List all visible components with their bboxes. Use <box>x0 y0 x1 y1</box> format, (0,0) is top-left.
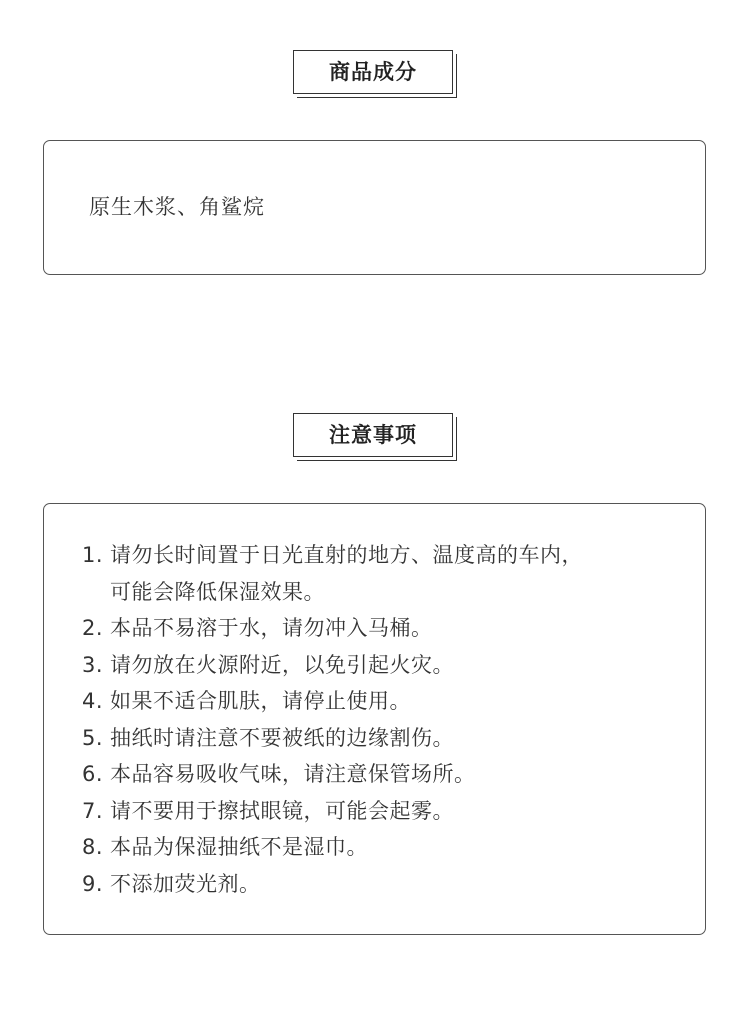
notes-list <box>82 537 583 902</box>
note-text: 抽纸时请注意不要被纸的边缘割伤。 <box>110 725 454 750</box>
note-text: 本品容易吸收气味，请注意保管场所。 <box>110 762 476 786</box>
notes-box <box>43 503 706 935</box>
note-number: 3. <box>82 652 104 677</box>
notes-title: 注意事项 <box>329 423 417 447</box>
note-number: 8. <box>82 835 104 859</box>
note-text: 请勿长时间置于日光直射的地方、温度高的车内， <box>110 543 583 567</box>
note-item-1 <box>82 537 583 610</box>
note-text-continuation: 可能会降低保湿效果。 <box>110 579 325 604</box>
note-text: 本品不易溶于水，请勿冲入马桶。 <box>110 616 433 640</box>
note-item-9 <box>82 866 583 903</box>
note-number: 4. <box>82 689 104 713</box>
note-text: 不添加荧光剂。 <box>110 871 261 896</box>
note-item-5 <box>82 720 583 757</box>
note-number: 2. <box>82 616 104 640</box>
note-number: 1. <box>82 543 104 567</box>
note-text: 如果不适合肌肤，请停止使用。 <box>110 689 411 713</box>
note-number: 7. <box>82 798 104 823</box>
ingredients-title: 商品成分 <box>329 60 417 84</box>
note-item-3 <box>82 647 583 684</box>
ingredients-box <box>43 140 706 275</box>
note-number: 5. <box>82 725 104 750</box>
ingredients-title-box <box>293 50 453 94</box>
note-text: 请不要用于擦拭眼镜，可能会起雾。 <box>110 798 454 823</box>
note-item-8 <box>82 829 583 866</box>
note-number: 6. <box>82 762 104 786</box>
note-text: 本品为保湿抽纸不是湿巾。 <box>110 835 368 859</box>
note-item-6 <box>82 756 583 793</box>
note-text: 请勿放在火源附近，以免引起火灾。 <box>110 652 454 677</box>
notes-title-box <box>293 413 453 457</box>
note-item-4 <box>82 683 583 720</box>
note-item-7 <box>82 793 583 830</box>
ingredients-text: 原生木浆、角鲨烷 <box>89 195 265 219</box>
note-item-2 <box>82 610 583 647</box>
note-number: 9. <box>82 871 104 896</box>
